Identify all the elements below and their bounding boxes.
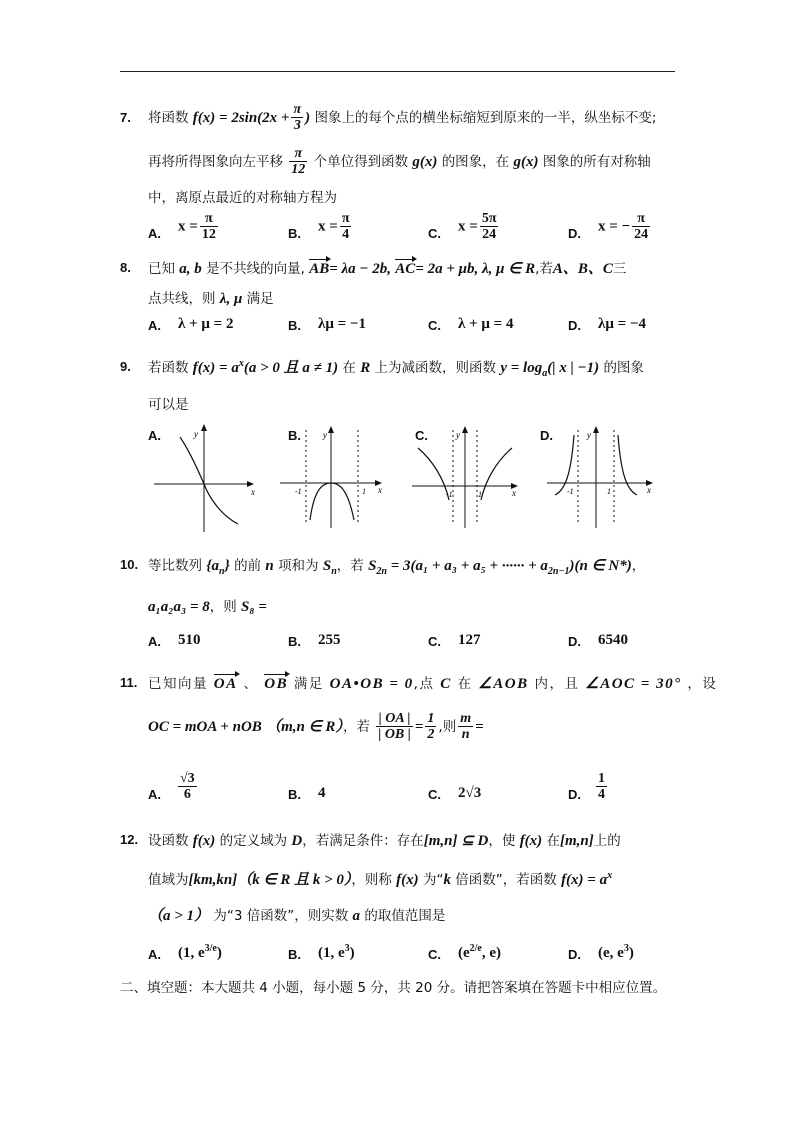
denominator: 6 — [178, 786, 197, 802]
math-expr: A、B、C — [552, 261, 613, 277]
numerator: π — [294, 146, 303, 161]
fraction — [289, 147, 307, 177]
tick-label: 1 — [478, 490, 482, 499]
section-heading: 二、填空题：本大题共 4 小题，每小题 5 分，共 20 分。请把答案填在答题卡中相应位置。 — [120, 980, 667, 996]
math-expr: f(x) — [519, 833, 543, 849]
text: ,点 — [413, 676, 435, 692]
option-value[interactable]: 255 — [318, 632, 341, 648]
math-expr — [193, 360, 338, 376]
option-value[interactable] — [458, 212, 500, 242]
tick-label: 1 — [607, 487, 611, 496]
math-part: S — [368, 558, 377, 574]
math-expr: n — [265, 558, 274, 574]
fraction — [425, 712, 436, 742]
numerator: | OA | — [378, 711, 411, 726]
q12-line-3 — [148, 904, 445, 925]
denominator: | OB | — [378, 727, 411, 742]
text: 三 — [612, 261, 627, 277]
math-expr: ∠AOB — [478, 676, 529, 692]
fraction — [458, 712, 473, 742]
math-expr: x = − — [598, 218, 631, 235]
option-value[interactable] — [178, 212, 220, 242]
y-axis-label: y — [323, 430, 327, 440]
text: 项和为 — [278, 558, 319, 574]
text: ，设 — [687, 676, 718, 692]
text: 的前 — [234, 558, 262, 574]
subscript: 2n−1 — [547, 566, 570, 577]
text: 在 — [342, 360, 356, 376]
denominator: n — [458, 726, 473, 742]
subscript: n — [219, 566, 225, 577]
denominator: 3 — [291, 117, 303, 133]
text: ， — [631, 558, 646, 574]
option-label[interactable]: A. — [148, 787, 161, 802]
vector-ac: AC — [395, 261, 416, 277]
q11-line-1 — [148, 672, 717, 693]
option-value[interactable]: λμ = −4 — [598, 316, 646, 332]
math-part: (a > 0 且 a ≠ 1) — [243, 360, 339, 376]
math-expr: f(x) — [396, 872, 419, 888]
math-expr: （a > 1） — [148, 908, 210, 924]
math-expr: a — [352, 908, 361, 924]
option-value[interactable] — [598, 943, 634, 962]
text: 再将所得图象向左平移 — [148, 154, 283, 170]
superscript: 2/e — [469, 943, 482, 954]
text: ，若 — [336, 558, 364, 574]
text: ，则 — [209, 599, 237, 615]
math-part: ) — [349, 945, 355, 961]
y-axis-label: y — [194, 429, 198, 439]
numerator: 1 — [598, 771, 605, 786]
text: 点共线，则 — [148, 291, 216, 307]
math-part: (e, e — [598, 945, 624, 961]
math-expr: f(x) — [192, 833, 216, 849]
option-value[interactable] — [598, 212, 652, 242]
math-expr: a, b — [179, 261, 202, 277]
option-value[interactable]: 6540 — [598, 632, 628, 648]
option-label[interactable]: A. — [148, 634, 161, 649]
option-value[interactable] — [318, 212, 353, 242]
math-expr — [500, 360, 600, 379]
math-part: (| x | −1) — [547, 360, 600, 376]
vector-ab: AB — [309, 261, 330, 277]
q8-line-1 — [148, 257, 626, 278]
option-label[interactable]: B. — [288, 634, 301, 649]
fraction — [376, 712, 413, 742]
option-value[interactable]: λ + μ = 4 — [458, 316, 514, 332]
graph-label[interactable]: B. — [288, 428, 301, 443]
numerator: √3 — [180, 771, 195, 786]
fraction — [178, 772, 197, 802]
option-label[interactable]: C. — [428, 226, 441, 241]
text: 上的 — [593, 833, 621, 849]
question-number: 8. — [120, 260, 131, 275]
graph-label[interactable]: D. — [540, 428, 553, 443]
graph-label[interactable]: C. — [415, 428, 428, 443]
fraction — [291, 103, 303, 133]
graph-c[interactable] — [410, 420, 525, 530]
question-number: 10. — [120, 557, 139, 572]
graph-b[interactable] — [278, 420, 388, 530]
text: ，则称 — [351, 872, 392, 888]
superscript: x — [238, 358, 244, 369]
q9-line-1 — [148, 356, 644, 379]
math-expr: ∠AOC = 30° — [585, 676, 682, 692]
option-label[interactable]: D. — [568, 226, 581, 241]
x-axis-label: x — [512, 488, 516, 498]
denominator: 24 — [480, 226, 499, 242]
text: 满足 — [293, 676, 324, 692]
math-part: ) — [628, 945, 634, 961]
text: 的图象，在 — [441, 154, 510, 170]
text: 的图象 — [603, 360, 644, 376]
math-expr: x = — [178, 218, 198, 235]
math-part: (1, e — [318, 945, 345, 961]
option-value[interactable] — [176, 772, 199, 802]
option-label[interactable]: B. — [288, 226, 301, 241]
q7-line-1 — [148, 103, 657, 133]
option-label[interactable]: B. — [288, 787, 301, 802]
math-part: (1, e — [178, 945, 205, 961]
numerator: π — [637, 211, 645, 226]
text: 已知 — [148, 261, 175, 277]
math-part: f(x) = a — [561, 872, 608, 888]
math-expr — [206, 558, 230, 577]
text: ,若 — [535, 261, 553, 277]
math-expr: x = — [318, 218, 338, 235]
x-axis-label: x — [251, 487, 255, 497]
numerator: π — [341, 211, 350, 226]
math-expr: = — [475, 719, 484, 735]
x-axis-label: x — [647, 485, 651, 495]
math-part: y = log — [500, 360, 543, 376]
numerator: π — [204, 211, 213, 226]
graph-label[interactable]: A. — [148, 428, 161, 443]
text: 为“ — [422, 872, 444, 888]
superscript: x — [607, 870, 613, 881]
numerator: 1 — [427, 711, 435, 726]
text: 等比数列 — [148, 558, 202, 574]
text: 的定义域为 — [219, 833, 288, 849]
math-expr: OA•OB = 0 — [329, 676, 414, 692]
text: 将函数 — [148, 110, 189, 126]
math-part: ) — [216, 945, 222, 961]
option-value[interactable] — [178, 943, 222, 962]
q12-line-1 — [148, 829, 621, 850]
question-number: 9. — [120, 359, 131, 374]
y-axis-label: y — [587, 430, 591, 440]
math-expr: R — [360, 360, 371, 376]
math-part: (e — [458, 945, 470, 961]
q7-line-2 — [148, 147, 651, 177]
option-value[interactable]: λμ = −1 — [318, 316, 366, 332]
text: 、 — [243, 676, 259, 692]
option-label[interactable]: D. — [568, 787, 581, 802]
superscript: 3 — [623, 943, 629, 954]
math-part: , e) — [481, 945, 502, 961]
vector-ob: OB — [264, 676, 289, 692]
q12-line-2 — [148, 868, 612, 889]
fraction — [480, 212, 499, 242]
option-value[interactable]: 127 — [458, 632, 481, 648]
q8-line-2 — [148, 287, 274, 308]
text: 个单位得到函数 — [313, 154, 409, 170]
math-part: f(x) = a — [192, 360, 239, 376]
option-label[interactable]: C. — [428, 318, 441, 333]
subscript: n — [331, 566, 337, 577]
option-label[interactable]: C. — [428, 634, 441, 649]
math-expr — [322, 558, 337, 577]
text: 在 — [457, 676, 473, 692]
text: 值域为 — [148, 872, 189, 888]
math-expr: k — [443, 872, 451, 888]
x-axis-label: x — [378, 485, 382, 495]
math-expr — [368, 558, 632, 577]
option-value[interactable] — [594, 772, 609, 802]
option-label[interactable]: C. — [428, 947, 441, 962]
option-value[interactable]: 2√3 — [458, 785, 482, 801]
option-value[interactable] — [318, 943, 355, 962]
tick-label: -1 — [446, 490, 453, 499]
vector-oa: OA — [213, 676, 238, 692]
denominator: 4 — [598, 787, 605, 802]
fraction — [596, 772, 607, 802]
option-value[interactable] — [458, 943, 501, 962]
math-expr: [m,n] — [559, 833, 594, 849]
text: 是不共线的向量, — [206, 261, 305, 277]
y-axis-label: y — [456, 430, 460, 440]
superscript: 3 — [344, 943, 350, 954]
math-expr: OC = mOA + nOB — [148, 719, 262, 735]
tick-label: 1 — [362, 487, 366, 496]
math-part: S — [322, 558, 332, 574]
numerator: 5π — [481, 211, 497, 226]
text: 为“3 倍函数”，则实数 — [213, 908, 349, 924]
math-expr: g(x) — [412, 154, 438, 170]
text: 倍函数”，若函数 — [455, 872, 557, 888]
q11-line-2 — [148, 712, 484, 742]
text: 的取值范围是 — [364, 908, 446, 924]
math-part: } — [224, 558, 230, 574]
option-value[interactable]: λ + μ = 2 — [178, 316, 234, 332]
math-expr: = — [414, 719, 424, 735]
text: ,则 — [438, 719, 457, 735]
option-label[interactable]: B. — [288, 947, 301, 962]
denominator: 4 — [340, 226, 352, 242]
question-number: 12. — [120, 832, 139, 847]
text: 内，且 — [534, 676, 580, 692]
math-part: )(n ∈ N*) — [569, 558, 632, 574]
fraction — [340, 212, 352, 242]
denominator: 24 — [634, 227, 649, 242]
math-expr: = 2a + μb, λ, μ ∈ R — [415, 261, 536, 277]
text: 图象的所有对称轴 — [542, 154, 651, 170]
math-expr: x = — [458, 218, 478, 235]
text: 设函数 — [148, 833, 189, 849]
math-expr: g(x) — [513, 154, 539, 170]
math-part: {a — [206, 558, 220, 574]
fraction — [200, 212, 218, 242]
question-number: 7. — [120, 110, 131, 125]
tick-label: -1 — [567, 487, 574, 496]
text: 在 — [546, 833, 560, 849]
text: 若函数 — [148, 360, 189, 376]
numerator: π — [293, 102, 302, 117]
subscript: a — [542, 368, 548, 379]
denominator: 12 — [201, 227, 216, 242]
option-value[interactable]: 4 — [318, 785, 326, 801]
math-expr: = λa − 2b, — [329, 261, 391, 277]
text: 图象上的每个点的横坐标缩短到原来的一半，纵坐标不变; — [314, 110, 657, 126]
fraction — [632, 212, 650, 242]
math-expr: λ, μ — [219, 291, 243, 307]
math-expr: a₁a₂a₃ = 8 — [148, 599, 210, 615]
math-expr: C — [440, 676, 452, 692]
question-number: 11. — [120, 675, 138, 690]
graph-a[interactable] — [150, 420, 265, 535]
q9-line-2: 可以是 — [148, 397, 189, 413]
q10-line-2 — [148, 595, 267, 616]
option-label[interactable]: A. — [148, 318, 161, 333]
text: ，使 — [488, 833, 516, 849]
header-rule — [120, 71, 675, 72]
tick-label: -1 — [295, 487, 302, 496]
subscript: 2n — [376, 566, 387, 577]
denominator: 12 — [291, 162, 306, 177]
option-label[interactable]: D. — [568, 947, 581, 962]
math-expr — [561, 872, 612, 888]
text: ，若 — [342, 719, 370, 735]
option-label[interactable]: A. — [148, 226, 161, 241]
numerator: m — [460, 711, 472, 726]
math-expr: ) — [305, 110, 311, 126]
math-expr: [m,n] ⊆ D — [423, 833, 489, 849]
math-expr: （k ∈ R 且 k > 0） — [237, 872, 352, 888]
q10-line-1 — [148, 554, 645, 577]
option-label[interactable]: D. — [568, 634, 581, 649]
graph-d[interactable] — [545, 420, 660, 530]
option-label[interactable]: D. — [568, 318, 581, 333]
option-label[interactable]: B. — [288, 318, 301, 333]
superscript: 3/e — [204, 943, 217, 954]
math-expr: D — [291, 833, 303, 849]
denominator: 2 — [427, 727, 435, 742]
text: 满足 — [246, 291, 274, 307]
text: 上为减函数，则函数 — [374, 360, 497, 376]
option-label[interactable]: A. — [148, 947, 161, 962]
option-label[interactable]: C. — [428, 787, 441, 802]
math-expr: S₈ = — [241, 599, 267, 615]
math-part: = 3(a₁ + a₃ + a₅ + ······ + a — [390, 558, 548, 574]
q7-line-3: 中，离原点最近的对称轴方程为 — [148, 190, 337, 206]
text: 已知向量 — [148, 676, 208, 692]
math-expr: [km,kn] — [188, 872, 238, 888]
option-value[interactable]: 510 — [178, 632, 201, 648]
math-expr: （m,n ∈ R） — [266, 719, 343, 735]
text: ，若满足条件：存在 — [302, 833, 424, 849]
math-expr: f(x) = 2sin(2x + — [192, 110, 290, 126]
